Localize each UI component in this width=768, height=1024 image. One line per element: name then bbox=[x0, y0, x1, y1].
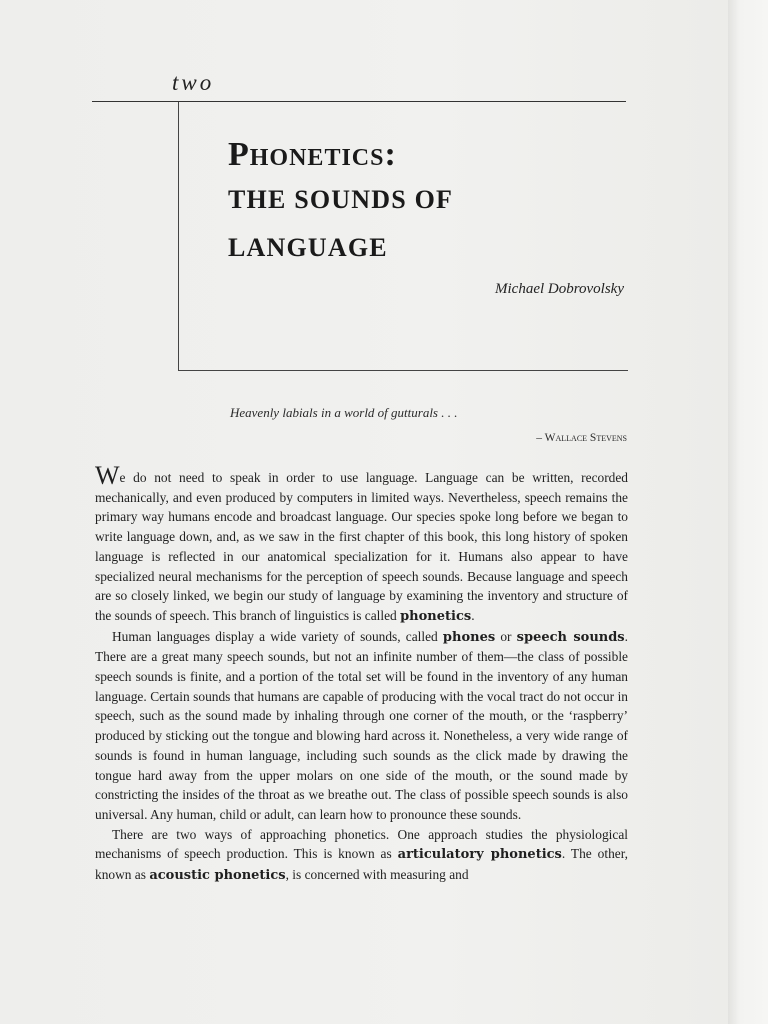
title-box-bottom-rule bbox=[178, 370, 628, 371]
paragraph-1-text: e do not need to speak in order to use language. Language can be written, recorded mechanically, and even produced by computers in limited ways. Nevertheless, speech remains the primary way humans encode and broadcast language. Our species spoke long before we began to write language down, and, as we saw in the first chapter of this book, this long history of spoken language is reflected in our anatomical specialization for it. Humans also appear to have specialized neural mechanisms for the perception of speech sounds. Because language and speech are so closely linked, we begin our study of language by examining the inventory and structure of the sounds of speech. This branch of linguistics is called bbox=[95, 470, 628, 623]
paragraph-2-text-a: Human languages display a wide variety of sounds, called bbox=[112, 628, 443, 644]
paragraph-2-text-b: or bbox=[495, 628, 517, 644]
paragraph-3 bbox=[95, 825, 628, 886]
chapter-title-line2: THE SOUNDS OF bbox=[228, 185, 454, 214]
paragraph-2-text-c: . There are a great many speech sounds, but not an infinite number of them—the class of possible speech sounds is finite, and a portion of the total set will be found in the inventory of any human language. Certain sounds that humans are capable of producing with the vocal tract do not occur in speech, such as the sound made by inhaling through one corner of the mouth, or the ‘raspberry’ produced by sticking out the tongue and blowing hard across it. Nonetheless, a very wide range of sounds is found in human language, including such sounds as the click made by drawing the tongue hard away from the upper molars on one side of the mouth, or the sound made by constricting the insides of the throat as we breathe out. The class of possible speech sounds is also universal. Any human, child or adult, can learn how to pronounce these sounds. bbox=[95, 628, 628, 822]
paragraph-3-text-a: There are two ways of approaching phonetics. One approach studies the physiological mechanisms of speech production. This is known as bbox=[95, 826, 628, 862]
paragraph-1-end: . bbox=[471, 607, 475, 623]
drop-cap: W bbox=[95, 461, 120, 490]
title-box-left-rule bbox=[178, 102, 179, 370]
header-rule bbox=[92, 101, 626, 102]
epigraph-quote: Heavenly labials in a world of gutturals . . . bbox=[230, 405, 458, 420]
paragraph-2 bbox=[95, 627, 628, 825]
term-phonetics: phonetics bbox=[400, 608, 472, 624]
paragraph-3-text-c: , is concerned with measuring and bbox=[285, 867, 469, 883]
term-speech-sounds: speech sounds bbox=[516, 629, 625, 645]
term-acoustic-phonetics: acoustic phonetics bbox=[149, 868, 286, 884]
chapter-number: two bbox=[172, 70, 215, 95]
page-edge-shadow bbox=[728, 0, 768, 1024]
paragraph-3-text-b: . The other, known as bbox=[95, 846, 628, 883]
epigraph-attribution: – Wallace Stevens bbox=[536, 432, 627, 444]
term-phones: phones bbox=[442, 629, 496, 645]
paragraph-1 bbox=[95, 461, 628, 627]
body-text bbox=[95, 461, 628, 886]
term-articulatory-phonetics: articulatory phonetics bbox=[397, 847, 562, 863]
chapter-title-line3: LANGUAGE bbox=[228, 233, 388, 262]
chapter-author: Michael Dobrovolsky bbox=[495, 281, 624, 297]
chapter-title-line1: Phonetics: bbox=[228, 136, 397, 173]
